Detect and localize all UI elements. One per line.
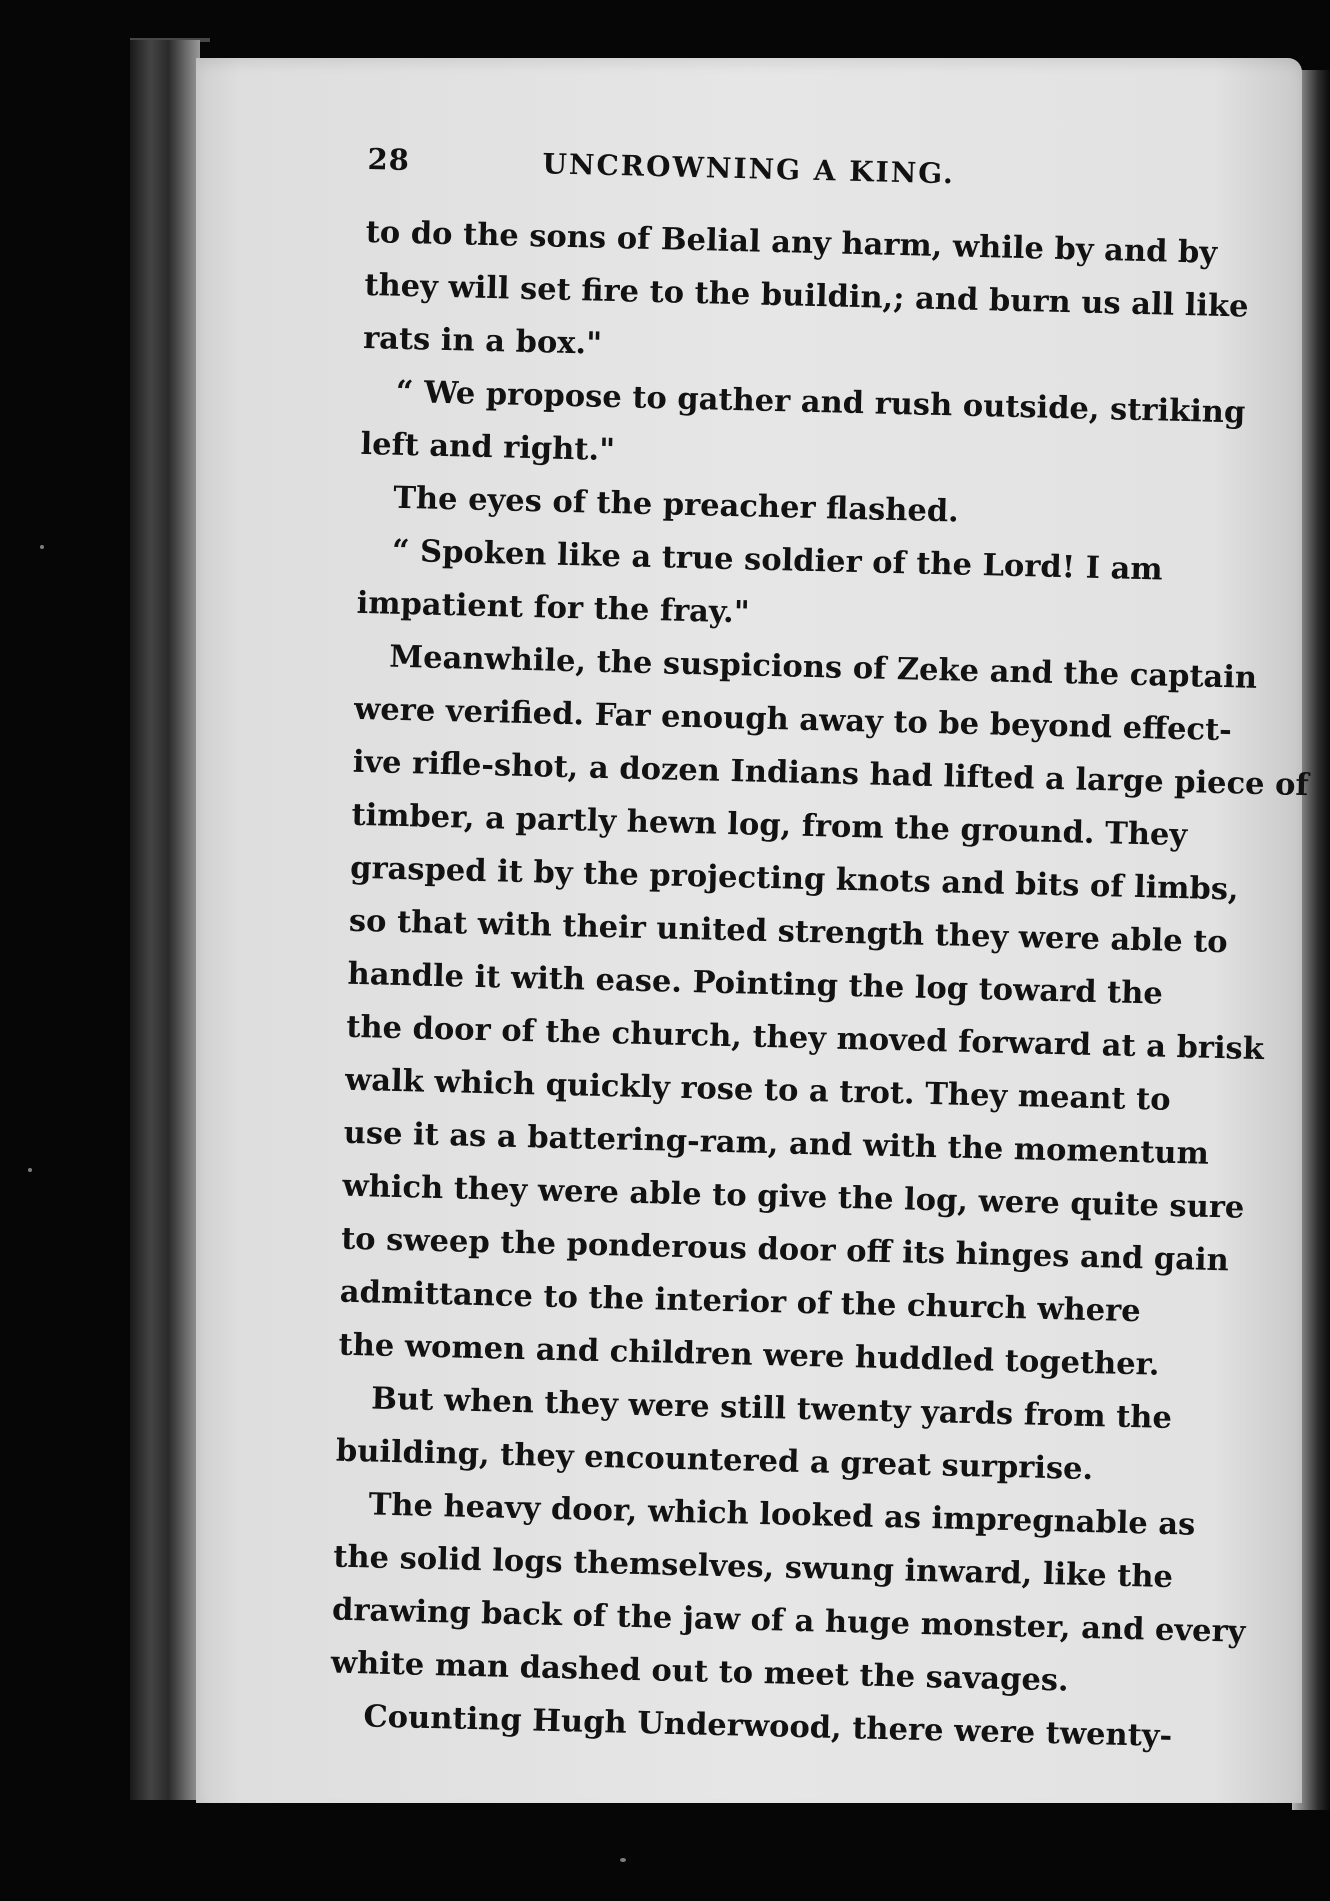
text-line: Meanwhile, the suspicions of Zeke and the captain	[388, 638, 1258, 696]
book-binding-edge	[130, 40, 200, 1800]
book-page	[196, 58, 1310, 1803]
text-line: which they were able to give the log, were quite sure	[342, 1167, 1245, 1226]
text-line: The eyes of the preacher flashed.	[392, 479, 960, 530]
text-line: building, they encountered a great surprise.	[335, 1432, 1094, 1488]
text-line: left and right."	[360, 425, 616, 469]
text-line: Counting Hugh Underwood, there were twenty-	[363, 1698, 1173, 1755]
scan-speck	[28, 1168, 32, 1172]
text-line: ive rifle-shot, a dozen Indians had lifted a large piece of	[352, 743, 1310, 804]
page-body	[329, 206, 1310, 1762]
text-line: to do the sons of Belial any harm, while by and by	[365, 213, 1218, 271]
scan-speck	[620, 1858, 626, 1862]
text-line: so that with their united strength they were able to	[348, 902, 1229, 961]
text-line: walk which quickly rose to a trot. They meant to	[344, 1061, 1171, 1118]
text-line: grasped it by the projecting knots and bits of limbs,	[349, 849, 1240, 908]
text-line: timber, a partly hewn log, from the ground. They	[351, 796, 1188, 854]
text-line: white man dashed out to meet the savages.	[330, 1644, 1070, 1699]
text-line: to sweep the ponderous door off its hinges and gain	[340, 1220, 1230, 1279]
text-line: admittance to the interior of the church where	[339, 1273, 1142, 1330]
text-line: rats in a box."	[362, 319, 603, 362]
text-line: But when they were still twenty yards from the	[370, 1380, 1173, 1437]
page-header	[367, 142, 1168, 220]
text-line: drawing back of the jaw of a huge monster, and every	[331, 1591, 1246, 1650]
text-line: the door of the church, they moved forward at a brisk	[345, 1008, 1265, 1068]
text-line: handle it with ease. Pointing the log toward the	[347, 955, 1164, 1012]
text-line: use it as a battering-ram, and with the momentum	[343, 1114, 1210, 1172]
text-line: they will set fire to the buildin,; and burn us all like	[364, 266, 1249, 325]
scan-speck	[40, 545, 44, 549]
text-line: The heavy door, which looked as impregnable as	[368, 1486, 1196, 1543]
text-line: were verified. Far enough away to be beyond effect-	[353, 690, 1233, 749]
page-number: 28	[367, 142, 411, 178]
text-line: “ We propose to gather and rush outside, striking	[395, 373, 1246, 431]
running-title: UNCROWNING A KING.	[542, 147, 956, 191]
text-line: “ Spoken like a true soldier of the Lord! I am	[391, 532, 1164, 588]
text-line: the women and children were huddled together.	[338, 1326, 1160, 1383]
text-line: impatient for the fray."	[356, 584, 751, 631]
page-text-block	[329, 142, 1310, 1762]
text-line: the solid logs themselves, swung inward, like the	[332, 1538, 1174, 1596]
